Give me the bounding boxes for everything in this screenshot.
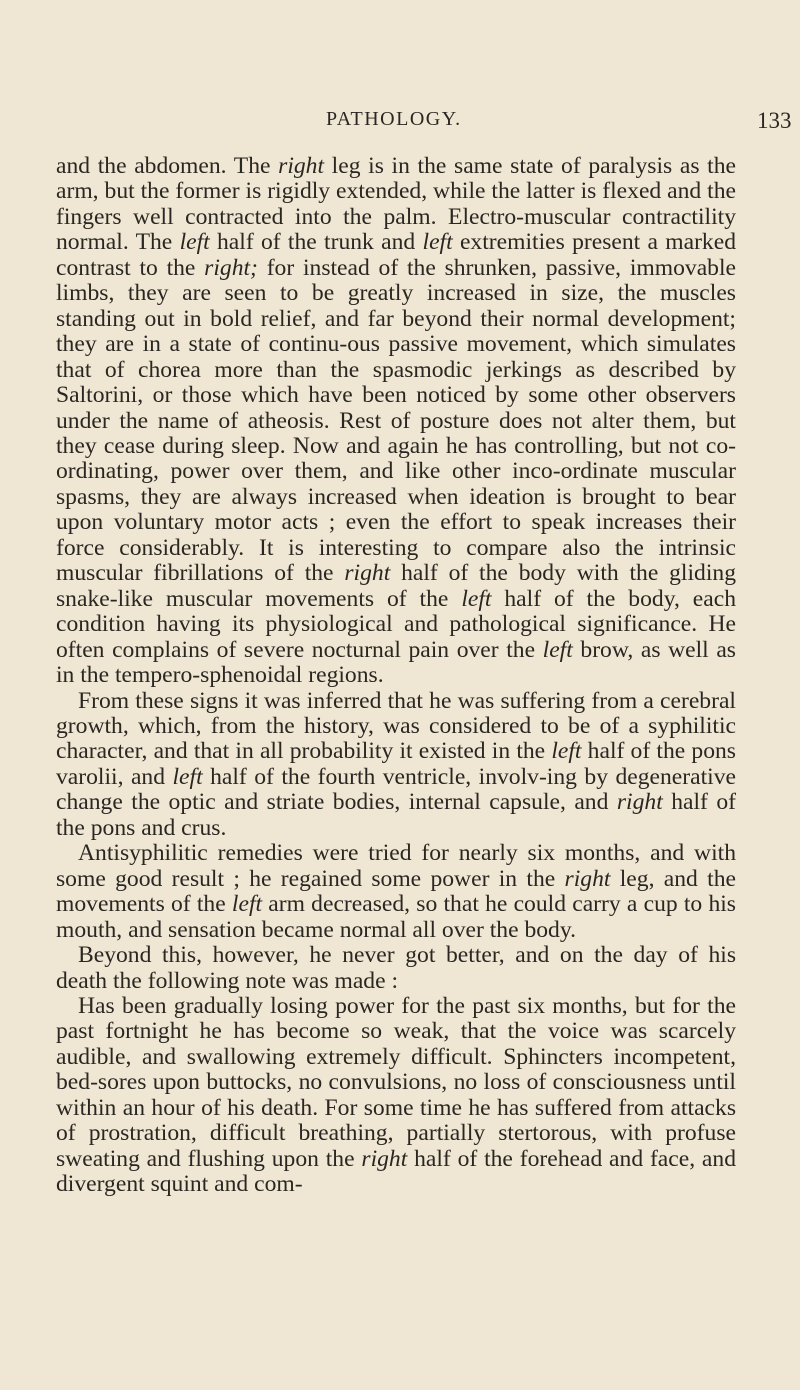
paragraph [56, 689, 736, 842]
page-number: 133 [757, 108, 792, 133]
text-run: half of the trunk and [209, 229, 423, 256]
italic-run: left [551, 738, 582, 765]
italic-run: left [422, 229, 453, 256]
paragraph [56, 841, 736, 943]
italic-run: right [361, 1145, 408, 1172]
text-run: brow, as well as in the tempero-sphenoidal regions. [56, 636, 736, 689]
text-run: half of the pons and crus. [56, 789, 736, 841]
italic-run: left [461, 585, 492, 612]
text-run: half of the fourth ventricle, involv-ing by degenerative change the optic and striate bodies, internal capsule, and [56, 763, 736, 816]
italic-run: right [278, 153, 325, 179]
paragraph [56, 154, 736, 689]
text-run: Has been gradually losing power for the past six months, but for the past fortnight he has become so weak, that the voice was scarcely audible, and swallowing extremely difficult. Sphincters incompetent, bed-sores upon buttocks, no convulsions, no loss of consciousness until within an hour of his death. For some time he has suffered from attacks of prostration, difficult breathing, partially stertorous, with profuse sweating and flushing upon the [56, 992, 736, 1172]
text-run: Beyond this, however, he never got better, and on the day of his death the following note was made : [56, 942, 736, 994]
text-run: leg, and the movements of the [56, 865, 736, 918]
text-run: Antisyphilitic remedies were tried for nearly six months, and with some good result ; he regained some power in the [56, 840, 736, 892]
paragraph [56, 994, 736, 1198]
running-title: PATHOLOGY. [326, 108, 462, 130]
italic-run: right; [204, 254, 258, 281]
italic-run: right [564, 865, 611, 892]
text-run: half of the body, each condition having its physiological and pathological significance. He often complains of severe nocturnal pain over the [56, 585, 736, 663]
text-run: half of the body with the gliding snake-like muscular movements of the [56, 560, 736, 612]
text-run: half of the forehead and face, and divergent squint and com- [56, 1145, 736, 1198]
text-run: extremities present a marked contrast to the [56, 229, 737, 281]
text-run: for instead of the shrunken, passive, immovable limbs, they are seen to be greatly increased in size, the muscles standing out in bold relief, and far beyond their normal development; they are in a state of continu-ous passive movement, which simulates that of chorea more than the spasmodic jerkings as described by Saltorini, or those which have been noticed by some other observers under the name of atheosis. Rest of posture does not alter them, but they cease during sleep. Now and again he has controlling, but not co-ordinating, power over them, and like other inco-ordinate muscular spasms, they are always increased when ideation is brought to bear upon voluntary motor acts ; even the effort to speak increases their force considerably. It is interesting to compare also the intrinsic muscular fibrillations of the [56, 254, 736, 587]
italic-run: right [616, 789, 663, 816]
text-run: arm decreased, so that he could carry a cup to his mouth, and sensation became normal all over the body. [56, 891, 736, 943]
italic-run: left [179, 229, 210, 256]
body-text [56, 154, 736, 1198]
italic-run: left [542, 636, 573, 663]
text-run: and the abdomen. The [56, 153, 279, 179]
italic-run: right [344, 560, 391, 587]
text-run: From these signs it was inferred that he was suffering from a cerebral growth, which, from the history, was considered to be of a syphilitic character, and that in all probability it existed in the [56, 687, 736, 765]
paragraph [56, 943, 736, 994]
italic-run: left [231, 891, 263, 918]
running-head [0, 108, 800, 148]
text-run: leg is in the same state of paralysis as the arm, but the former is rigidly extended, while the latter is flexed and the fingers well contracted into the palm. Electro-muscular contractility normal. The [56, 153, 736, 256]
text-run: half of the pons varolii, and [56, 738, 736, 790]
italic-run: left [172, 763, 203, 790]
